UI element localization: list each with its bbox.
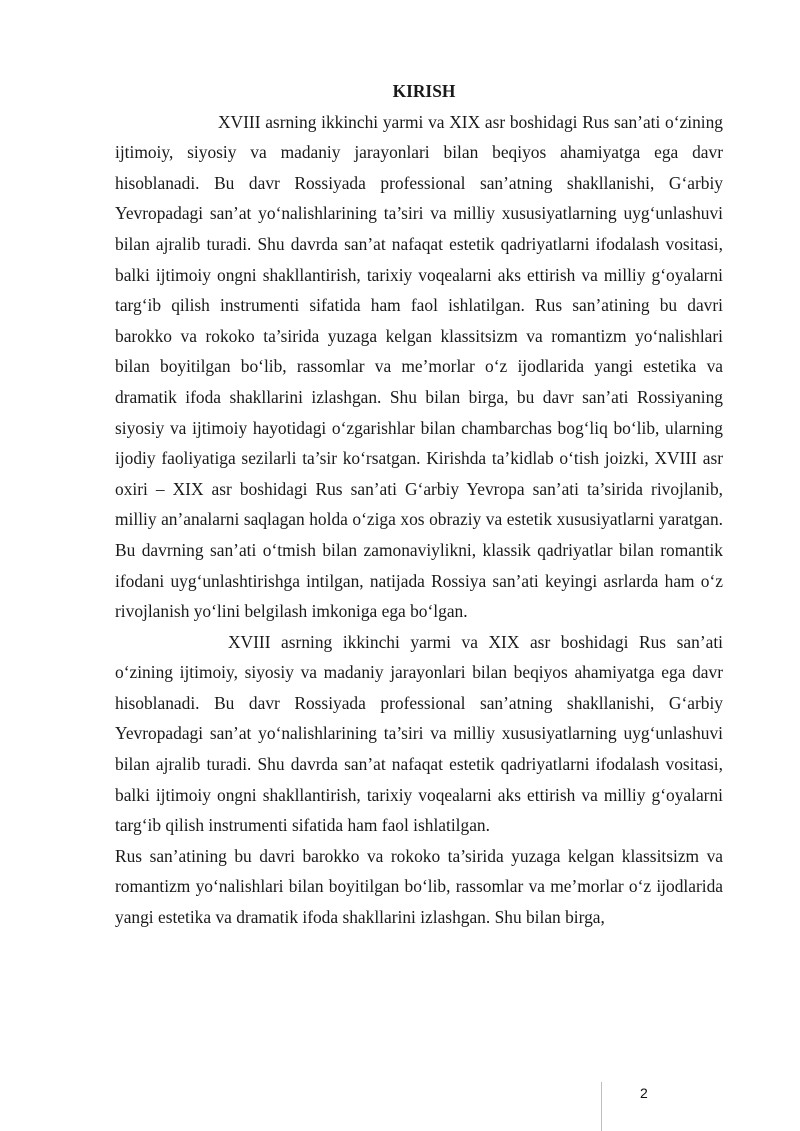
footer-divider xyxy=(601,1082,602,1131)
section-title: KIRISH xyxy=(392,81,456,101)
paragraph-intro: XVIII asrning ikkinchi yarmi va XIX asr boshidagi Rus san’ati o‘zining ijtimoiy, siyosiy va madaniy jarayonlari bilan beqiyos ahamiyatga ega davr hisoblanadi. Bu davr Rossiyada professional san’atning shakllanishi, G‘arbiy Yevropadagi san’at yo‘nalishlarining ta’siri va milliy xususiyatlarning uyg‘unlashuvi bilan ajralib turadi. Shu davrda san’at nafaqat estetik qadriyatlarni ifodalash vositasi, balki ijtimoiy ongni shakllantirish, tarixiy voqealarni aks ettirish va milliy g‘oyalarni targ‘ib qilish instrumenti sifatida ham faol ishlatilgan. Rus san’atining bu davri barokko va rokoko ta’sirida yuzaga kelgan klassitsizm va romantizm yo‘nalishlari bilan boyitilgan bo‘lib, rassomlar va me’morlar o‘z ijodlarida yangi estetika va dramatik ifoda shakllarini izlashgan. Shu bilan birga, bu davr san’ati Rossiyaning siyosiy va ijtimoiy hayotidagi o‘zgarishlar bilan chambarchas bog‘liq bo‘lib, ularning ijodiy faoliyatiga sezilarli ta’sir ko‘rsatgan. Kirishda ta’kidlab o‘tish joizki, XVIII asr oxiri – XIX asr boshidagi Rus san’ati G‘arbiy Yevropa san’ati ta’sirida rivojlanib, milliy an’analarni saqlagan holda o‘ziga xos obraziy va estetik xususiyatlarni yaratgan. Bu davrning san’ati o‘tmish bilan zamonaviylikni, klassik qadriyatlar bilan romantik ifodani uyg‘unlashtirishga intilgan, natijada Rossiya san’ati keyingi asrlarda ham o‘z rivojlanish yo‘lini belgilash imkoniga ega bo‘lgan. xyxy=(115,111,723,622)
page-number: 2 xyxy=(640,1085,648,1101)
page-body xyxy=(115,76,723,933)
paragraph-continued: Rus san’atining bu davri barokko va rokoko ta’sirida yuzaga kelgan klassitsizm va romantizm yo‘nalishlari bilan boyitilgan bo‘lib, rassomlar va me’morlar o‘z ijodlarida yangi estetika va dramatik ifoda shakllarini izlashgan. Shu bilan birga, xyxy=(115,845,723,928)
paragraph-repeat: XVIII asrning ikkinchi yarmi va XIX asr boshidagi Rus san’ati o‘zining ijtimoiy, siyosiy va madaniy jarayonlari bilan beqiyos ahamiyatga ega davr hisoblanadi. Bu davr Rossiyada professional san’atning shakllanishi, G‘arbiy Yevropadagi san’at yo‘nalishlarining ta’siri va milliy xususiyatlarning uyg‘unlashuvi bilan ajralib turadi. Shu davrda san’at nafaqat estetik qadriyatlarni ifodalash vositasi, balki ijtimoiy ongni shakllantirish, tarixiy voqealarni aks ettirish va milliy g‘oyalarni targ‘ib qilish instrumenti sifatida ham faol ishlatilgan. xyxy=(115,631,723,836)
